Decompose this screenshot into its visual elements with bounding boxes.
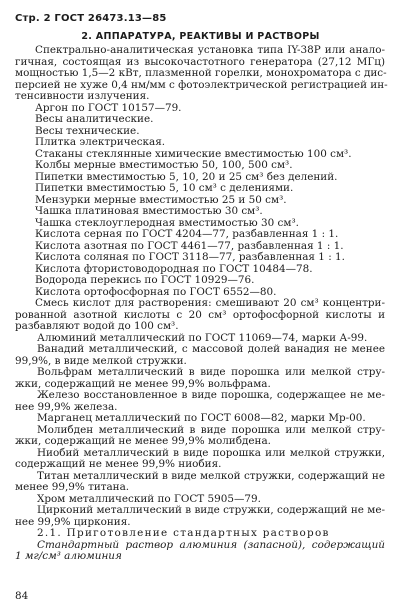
paragraph-line: тенсивности излучения. bbox=[15, 90, 150, 102]
list-item: Весы аналитические. bbox=[35, 113, 154, 125]
list-item: Плитка электрическая. bbox=[35, 136, 166, 148]
paragraph-line: 99,9%, в виде мелкой стружки. bbox=[15, 354, 187, 367]
paragraph-line: нее 99,9% циркония. bbox=[15, 515, 131, 528]
paragraph-line: нее 99,9% железа. bbox=[15, 400, 118, 413]
list-item: Кислота азотная по ГОСТ 4461—77, разбавленная 1 : 1. bbox=[35, 239, 344, 252]
list-item: Мензурки мерные вместимостью 25 и 50 см³. bbox=[35, 193, 287, 206]
list-item: Пипетки вместимостью 5, 10, 20 и 25 см³ без делений. bbox=[35, 170, 338, 183]
list-item: Аргон по ГОСТ 10157—79. bbox=[35, 101, 182, 114]
paragraph-line: Спектрально-аналитическая установка типа IY-38P или анало- bbox=[35, 44, 385, 56]
paragraph-line: Титан металлический в виде мелкой стружки, содержащий не bbox=[37, 469, 385, 482]
list-item: Стаканы стеклянные химические вместимостью 100 см³. bbox=[35, 147, 352, 160]
document-body bbox=[15, 44, 388, 563]
paragraph-line: менее 99,9% титана. bbox=[15, 481, 130, 493]
paragraph-line: жки, содержащий не менее 99,9% молибдена. bbox=[15, 435, 271, 447]
list-item: Чашка стеклоуглеродная вместимостью 30 см³. bbox=[35, 216, 299, 229]
paragraph-line: Вольфрам металлический в виде порошка или мелкой стру- bbox=[37, 366, 385, 378]
paragraph-line: Железо восстановленное в виде порошка, содержащее не ме- bbox=[37, 389, 385, 401]
list-item: Алюминий металлический по ГОСТ 11069—74, марки А-99. bbox=[37, 331, 368, 344]
list-item: Кислота фтористоводородная по ГОСТ 10484—78. bbox=[35, 262, 313, 275]
paragraph-line: Стандартный раствор алюминия (запасной), содержащий bbox=[37, 538, 385, 551]
paragraph-line: Молибден металлический в виде порошка или мелкой стру- bbox=[37, 423, 385, 436]
paragraph-line: персией не хуже 0,4 нм/мм с фотоэлектрической регистрацией ин- bbox=[15, 78, 388, 91]
list-item: Водорода перекись по ГОСТ 10929—76. bbox=[35, 274, 255, 286]
paragraph-line: жки, содержащий не менее 99,9% вольфрама. bbox=[15, 377, 271, 390]
list-item: Кислота серная по ГОСТ 4204—77, разбавленная 1 : 1. bbox=[35, 228, 339, 240]
list-item: Кислота соляная по ГОСТ 3118—77, разбавленная 1 : 1. bbox=[35, 251, 345, 263]
paragraph-line: разбавляют водой до 100 см³. bbox=[15, 320, 179, 332]
list-item: Чашка платиновая вместимостью 30 см³. bbox=[35, 205, 263, 217]
list-item: Весы технические. bbox=[35, 124, 140, 137]
paragraph-line: гичная, состоящая из высокочастотного генератора (27,12 МГц) bbox=[15, 55, 385, 68]
paragraph-line: Ванадий металлический, с массовой долей ванадия не менее bbox=[37, 343, 385, 355]
list-item: Кислота ортофосфорная по ГОСТ 6552—80. bbox=[35, 285, 277, 298]
paragraph-line: рованной азотной кислоты с 20 см³ ортофосфорной кислоты и bbox=[15, 308, 385, 321]
list-item: Пипетки вместимостью 5, 10 см³ с делениями. bbox=[35, 182, 294, 194]
page-number: 84 bbox=[15, 590, 29, 602]
list-item: Марганец металлический по ГОСТ 6008—82, марки Мр-00. bbox=[37, 412, 366, 424]
section-title: 2. АППАРАТУРА, РЕАКТИВЫ И РАСТВОРЫ bbox=[81, 31, 320, 42]
paragraph-line: 1 мг/см³ алюминия bbox=[15, 550, 122, 562]
list-item: Хром металлический по ГОСТ 5905—79. bbox=[37, 492, 261, 505]
paragraph-line: Ниобий металлический в виде порошка или мелкой стружки, bbox=[37, 446, 385, 459]
list-item: Колбы мерные вместимостью 50, 100, 500 см³. bbox=[35, 159, 293, 171]
paragraph-line: мощностью 1,5—2 кВт, плазменной горелки, монохроматора с дис- bbox=[15, 67, 387, 79]
subsection-heading: 2.1. Приготовление стандартных растворов bbox=[37, 527, 330, 539]
paragraph-line: Цирконий металлический в виде стружки, содержащий не ме- bbox=[37, 504, 385, 516]
page-header: Стр. 2 ГОСТ 26473.13—85 bbox=[15, 13, 167, 24]
paragraph-line: содержащий не менее 99,9% ниобия. bbox=[15, 458, 222, 470]
paragraph-line: Смесь кислот для растворения: смешивают 20 см³ концентри- bbox=[35, 297, 385, 309]
